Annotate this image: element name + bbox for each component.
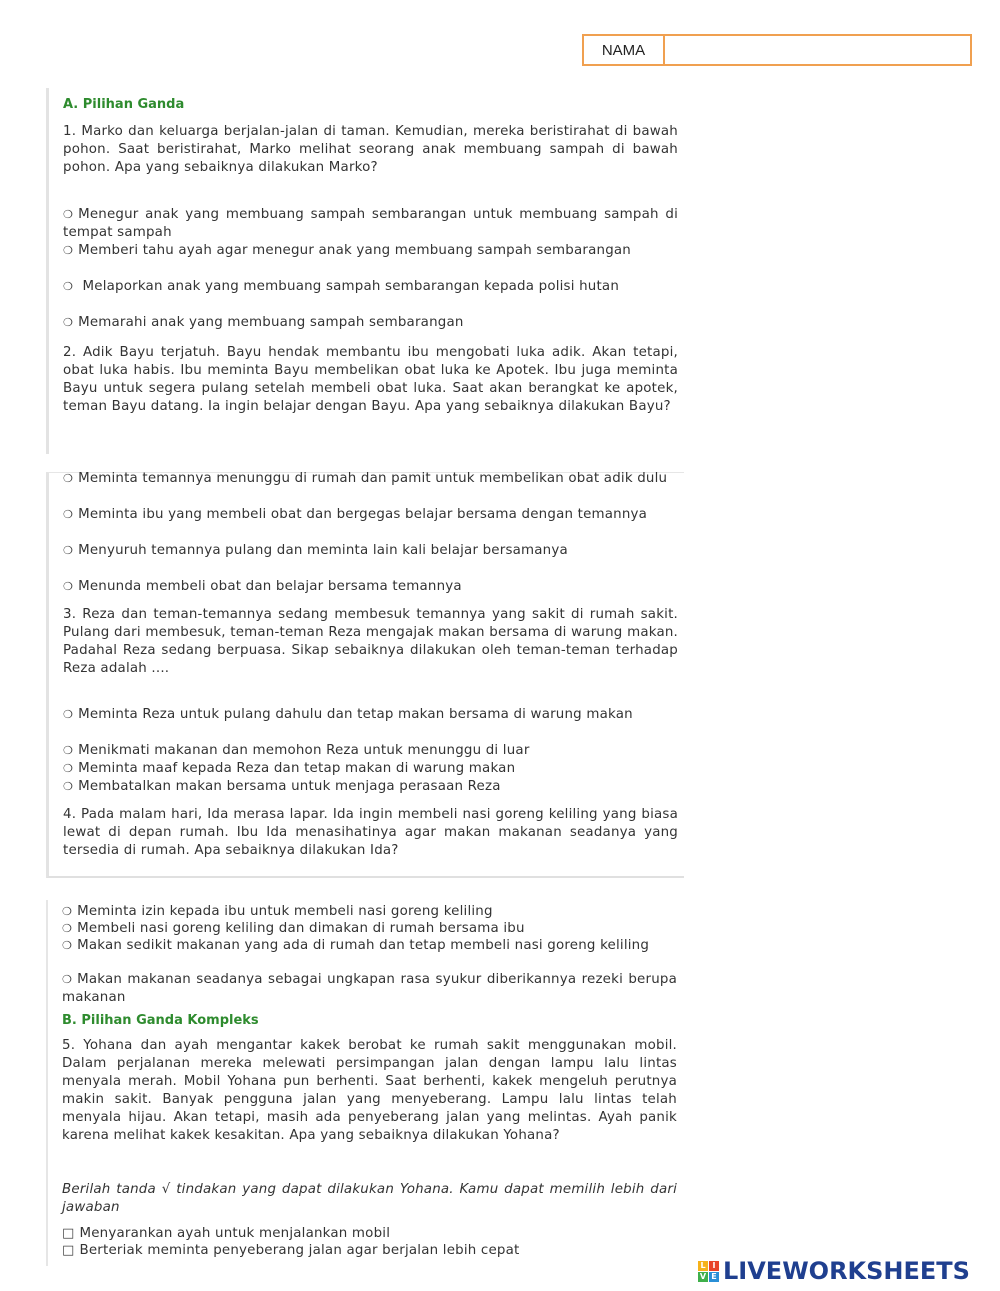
question-panel-1 — [46, 88, 684, 454]
logo-text: LIVEWORKSHEETS — [723, 1257, 970, 1285]
name-box — [582, 34, 972, 66]
liveworksheets-logo — [698, 1257, 970, 1285]
logo-square-v: V — [699, 1272, 707, 1281]
question-2-text: 2. Adik Bayu terjatuh. Bayu hendak membantu ibu mengobati luka adik. Akan tetapi, obat luka habis. Ibu meminta Bayu membelikan obat luka ke Apotek. Ibu juga meminta Bayu untuk segera pulang setelah membeli obat luka. Saat akan berangkat ke apotek, teman Bayu datang. Ia ingin belajar dengan Bayu. Apa yang sebaiknya dilakukan Bayu? — [63, 345, 678, 414]
radio-icon: ❍ — [62, 922, 73, 935]
q1-option-2[interactable]: ❍ Memberi tahu ayah agar menegur anak yang membuang sampah sembarangan — [63, 243, 631, 258]
radio-icon: ❍ — [62, 973, 73, 986]
question-panel-2 — [46, 472, 684, 878]
q2-option-4[interactable]: ❍ Menunda membeli obat dan belajar bersama temannya — [63, 579, 462, 594]
radio-icon: ❍ — [63, 580, 74, 593]
radio-icon: ❍ — [63, 280, 74, 293]
q4-option-3[interactable]: ❍ Makan sedikit makanan yang ada di rumah dan tetap membeli nasi goreng keliling — [62, 938, 650, 953]
logo-square-e: E — [709, 1272, 719, 1282]
q3-option-2[interactable]: ❍ Menikmati makanan dan memohon Reza untuk menunggu di luar — [63, 743, 530, 758]
radio-icon: ❍ — [63, 208, 74, 221]
logo-square-i: I — [709, 1261, 719, 1271]
radio-icon: ❍ — [63, 472, 74, 485]
q1-option-1[interactable]: ❍ Menegur anak yang membuang sampah sembarangan untuk membuang sampah di tempat sampah — [63, 207, 678, 240]
q3-option-4[interactable]: ❍ Membatalkan makan bersama untuk menjaga perasaan Reza — [63, 779, 501, 794]
radio-icon: ❍ — [63, 244, 74, 257]
q3-option-3[interactable]: ❍ Meminta maaf kepada Reza dan tetap makan di warung makan — [63, 761, 516, 776]
q5-option-2[interactable]: □ Berteriak meminta penyeberang jalan agar berjalan lebih cepat — [62, 1243, 520, 1258]
radio-icon: ❍ — [63, 744, 74, 757]
radio-icon: ❍ — [62, 905, 73, 918]
checkbox-icon[interactable]: □ — [62, 1226, 75, 1241]
radio-icon: ❍ — [63, 544, 74, 557]
name-label: NAMA — [584, 36, 665, 64]
q1-option-4[interactable]: ❍ Memarahi anak yang membuang sampah sembarangan — [63, 315, 464, 330]
radio-icon: ❍ — [63, 708, 74, 721]
radio-icon: ❍ — [62, 939, 73, 952]
q1-option-3[interactable]: ❍ Melaporkan anak yang membuang sampah sembarangan kepada polisi hutan — [63, 279, 620, 294]
question-3-text: 3. Reza dan teman-temannya sedang membesuk temannya yang sakit di rumah sakit. Pulang dari membesuk, teman-teman Reza mengajak makan bersama di warung makan. Padahal Reza sedang berpuasa. Sikap sebaiknya dilakukan oleh teman-teman terhadap Reza adalah .... — [63, 607, 678, 676]
q5-option-1[interactable]: □ Menyarankan ayah untuk menjalankan mobil — [62, 1226, 391, 1241]
q4-option-1[interactable]: ❍ Meminta izin kepada ibu untuk membeli nasi goreng keliling — [62, 904, 493, 919]
radio-icon: ❍ — [63, 780, 74, 793]
question-5-instruction: Berilah tanda √ tindakan yang dapat dilakukan Yohana. Kamu dapat memilih lebih dari jawaban — [62, 1182, 677, 1215]
q4-option-4[interactable]: ❍ Makan makanan seadanya sebagai ungkapan rasa syukur diberikannya rezeki berupa makanan — [62, 972, 677, 1005]
section-a-title: A. Pilihan Ganda — [63, 97, 185, 112]
question-1-text: 1. Marko dan keluarga berjalan-jalan di taman. Kemudian, mereka beristirahat di bawah pohon. Saat beristirahat, Marko melihat seorang anak membuang sampah di bawah pohon. Apa yang sebaiknya dilakukan Marko? — [63, 124, 678, 175]
radio-icon: ❍ — [63, 508, 74, 521]
question-panel-3 — [46, 900, 684, 1266]
logo-square-l: L — [698, 1261, 708, 1271]
radio-icon: ❍ — [63, 316, 74, 329]
question-4-text: 4. Pada malam hari, Ida merasa lapar. Ida ingin membeli nasi goreng keliling yang biasa lewat di depan rumah. Ibu Ida menasihatinya agar makan makanan seadanya yang tersedia di rumah. Apa sebaiknya dilakukan Ida? — [63, 807, 678, 858]
question-5-text: 5. Yohana dan ayah mengantar kakek berobat ke rumah sakit menggunakan mobil. Dalam perjalanan mereka melewati persimpangan jalan dengan lampu lalu lintas menyala merah. Mobil Yohana pun berhenti. Saat berhenti, kakek mengeluh perutnya makin sakit. Banyak pengguna jalan yang menyeberang. Lampu lalu lintas telah menyala hijau. Akan tetapi, masih ada penyeberang jalan yang melintas. Ayah panik karena melihat kakek kesakitan. Apa yang sebaiknya dilakukan Yohana? — [62, 1038, 677, 1143]
logo-icon — [698, 1261, 719, 1282]
name-input[interactable] — [665, 36, 970, 64]
q2-option-2[interactable]: ❍ Meminta ibu yang membeli obat dan bergegas belajar bersama dengan temannya — [63, 507, 648, 522]
q2-option-1[interactable]: ❍ Meminta temannya menunggu di rumah dan pamit untuk membelikan obat adik dulu — [63, 471, 668, 486]
radio-icon: ❍ — [63, 762, 74, 775]
section-b-title: B. Pilihan Ganda Kompleks — [62, 1013, 259, 1028]
checkbox-icon[interactable]: □ — [62, 1243, 75, 1258]
q4-option-2[interactable]: ❍ Membeli nasi goreng keliling dan dimakan di rumah bersama ibu — [62, 921, 525, 936]
q3-option-1[interactable]: ❍ Meminta Reza untuk pulang dahulu dan tetap makan bersama di warung makan — [63, 707, 633, 722]
q2-option-3[interactable]: ❍ Menyuruh temannya pulang dan meminta lain kali belajar bersamanya — [63, 543, 568, 558]
